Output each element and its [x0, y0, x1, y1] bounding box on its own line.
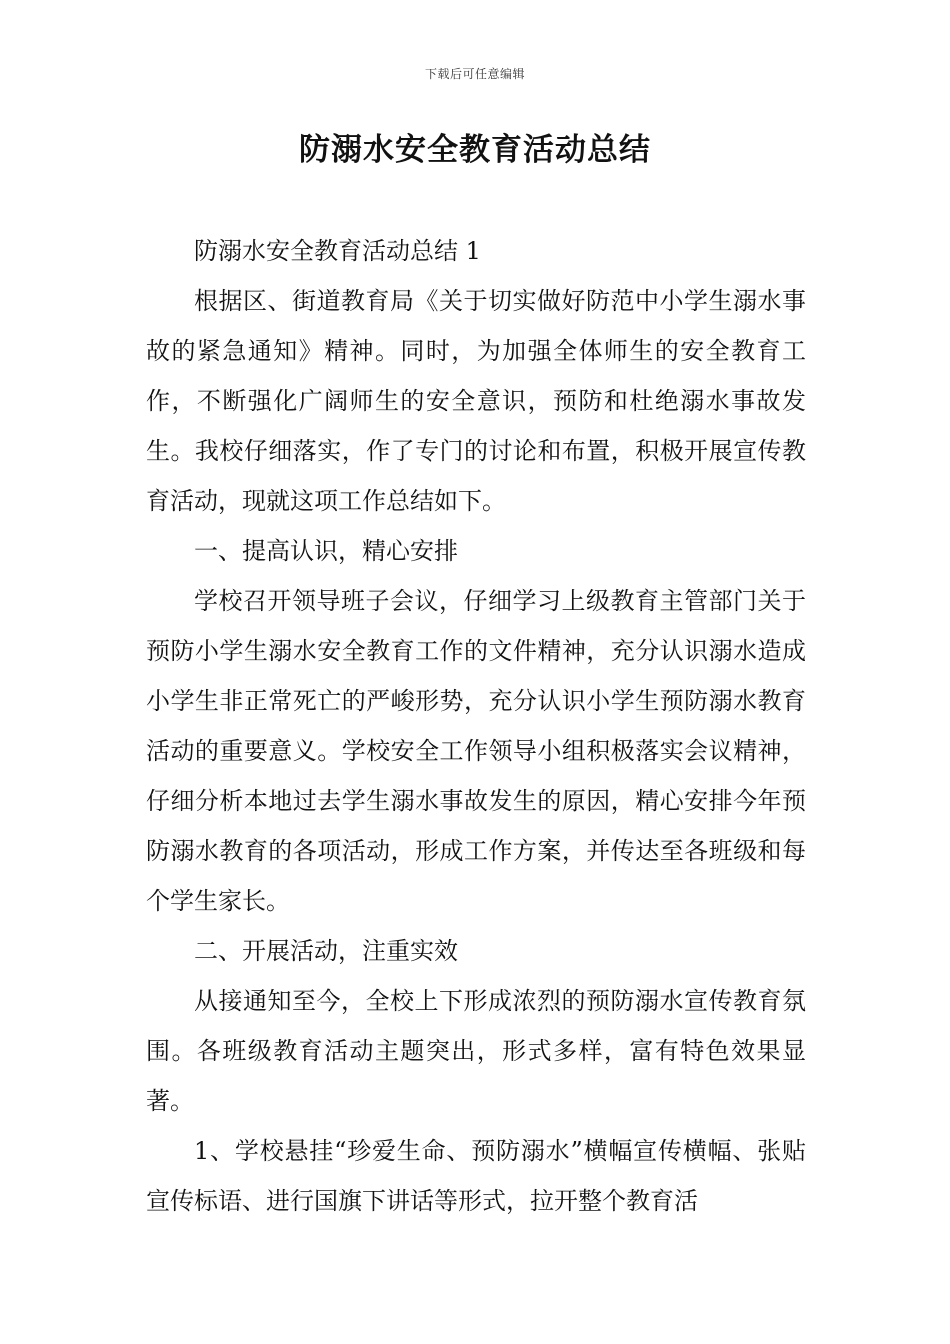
header-note: 下载后可任意编辑	[424, 67, 525, 81]
document-body	[146, 226, 806, 1226]
section-heading: 一、提高认识，精心安排	[194, 537, 458, 565]
section-heading: 防溺水安全教育活动总结 1	[194, 237, 481, 265]
paragraph: 从接通知至今，全校上下形成浓烈的预防溺水宣传教育氛围。各班级教育活动主题突出，形式多样，富有特色效果显著。	[146, 987, 806, 1115]
paragraph: 1、学校悬挂“珍爱生命、预防溺水”横幅宣传横幅、张贴宣传标语、进行国旗下讲话等形式，拉开整个教育活	[146, 1137, 806, 1215]
document-title: 防溺水安全教育活动总结	[299, 132, 651, 168]
paragraph: 学校召开领导班子会议，仔细学习上级教育主管部门关于预防小学生溺水安全教育工作的文件精神，充分认识溺水造成小学生非正常死亡的严峻形势，充分认识小学生预防溺水教育活动的重要意义。学校安全工作领导小组积极落实会议精神，仔细分析本地过去学生溺水事故发生的原因，精心安排今年预防溺水教育的各项活动，形成工作方案，并传达至各班级和每个学生家长。	[146, 587, 806, 915]
section-heading: 二、开展活动，注重实效	[194, 937, 458, 965]
paragraph: 根据区、街道教育局《关于切实做好防范中小学生溺水事故的紧急通知》精神。同时，为加强全体师生的安全教育工作，不断强化广阔师生的安全意识，预防和杜绝溺水事故发生。我校仔细落实，作了专门的讨论和布置，积极开展宣传教育活动，现就这项工作总结如下。	[146, 287, 806, 515]
